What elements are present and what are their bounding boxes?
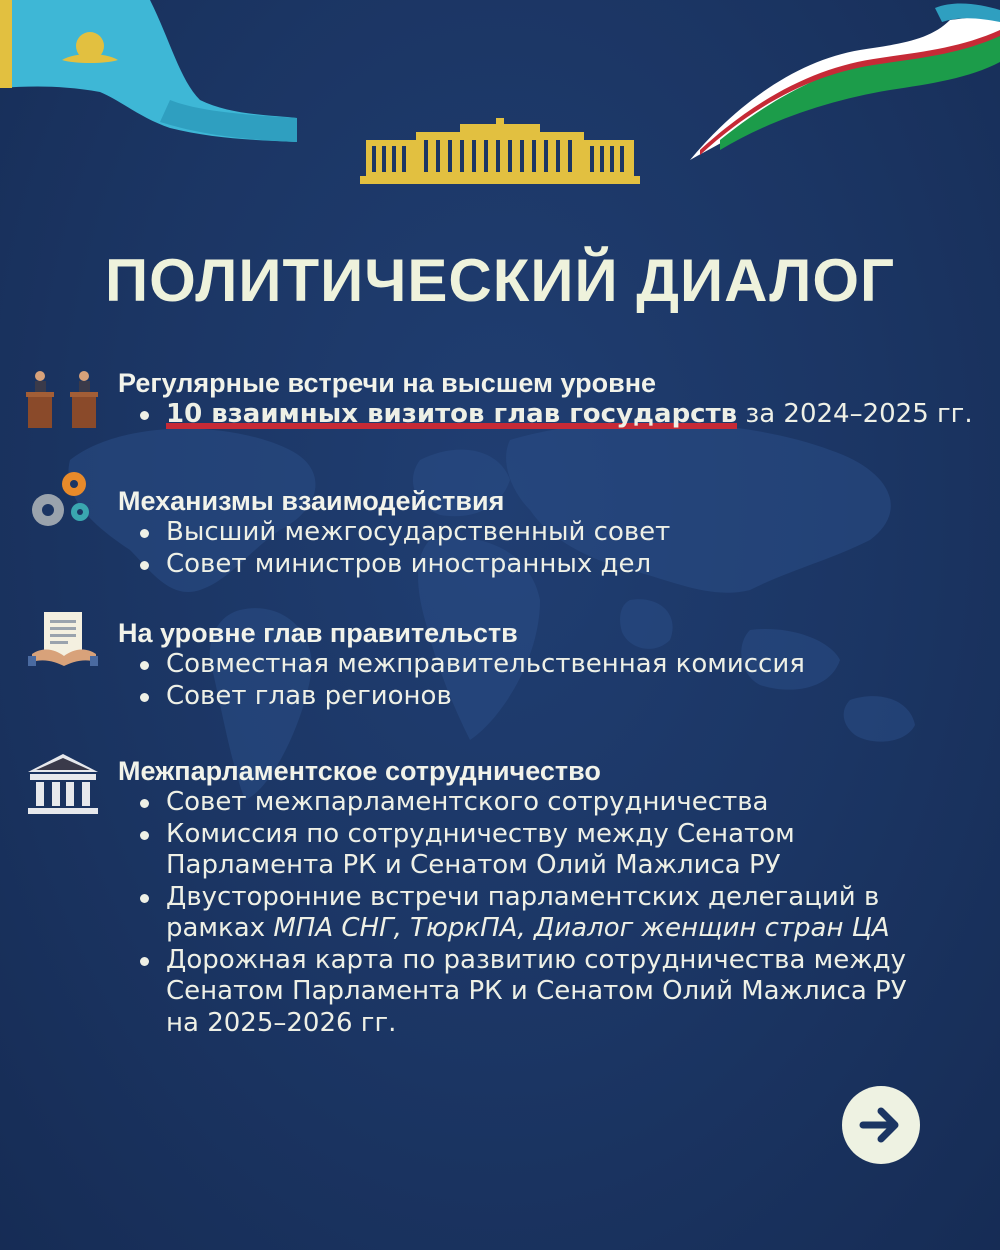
list-item: Совет министров иностранных дел	[166, 549, 670, 581]
document-handshake-icon	[26, 610, 100, 680]
kazakhstan-flag	[0, 0, 300, 150]
section-title: Регулярные встречи на высшем уровне	[118, 368, 657, 398]
parliament-building-icon	[26, 752, 100, 822]
page-title: ПОЛИТИЧЕСКИЙ ДИАЛОГ	[104, 247, 896, 314]
list-item: Комиссия по сотрудничеству между Сенатом Парламента РК и Сенатом Олий Мажлиса РУ	[166, 819, 907, 882]
section-title: На уровне глав правительств	[118, 618, 518, 648]
podium-meeting-icon	[26, 368, 100, 438]
government-building-icon	[360, 118, 640, 188]
list-item: Совет глав регионов	[166, 681, 805, 713]
list-item: Двусторонние встречи парламентских делегаций в рамках МПА СНГ, ТюркПА, Диалог женщин стран ЦА	[166, 882, 907, 945]
next-button[interactable]	[842, 1086, 920, 1164]
highlighted-text: 10 взаимных визитов глав государств	[166, 399, 738, 429]
gears-icon	[26, 468, 100, 538]
list-item: Высший межгосударственный совет	[166, 517, 671, 547]
section-title: Механизмы взаимодействия	[118, 486, 505, 516]
list-item: Совет межпарламентского сотрудничества	[166, 787, 907, 819]
uzbekistan-flag	[680, 0, 1000, 170]
section-title: Межпарламентское сотрудничество	[118, 756, 601, 786]
list-item: Совместная межправительственная комиссия	[166, 649, 805, 679]
arrow-right-icon	[859, 1103, 903, 1147]
list-item: 10 взаимных визитов глав государств за 2024–2025 гг.	[166, 399, 973, 429]
list-item: Дорожная карта по развитию сотрудничества между Сенатом Парламента РК и Сенатом Олий Мажлиса РУ на 2025–2026 гг.	[166, 944, 907, 1038]
